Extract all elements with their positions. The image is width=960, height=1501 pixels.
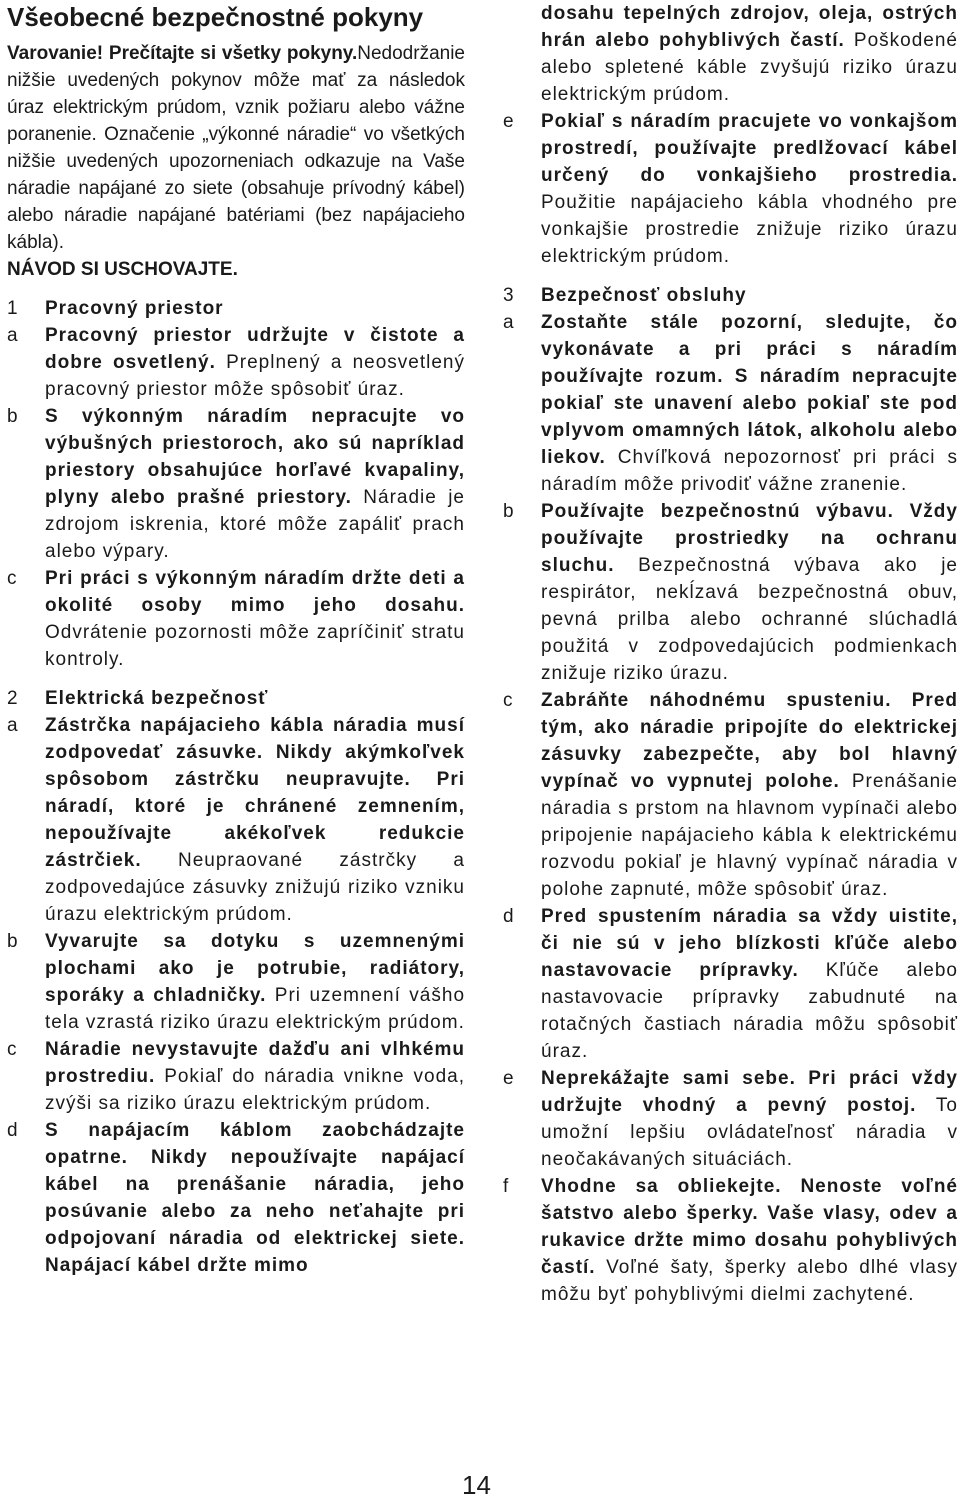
keep-instructions: NÁVOD SI USCHOVAJTE. — [7, 259, 238, 280]
right-column — [503, 0, 958, 1308]
intro-warning: Varovanie! Prečítajte si všetky pokyny. — [7, 43, 358, 64]
intro-text: Nedodržanie nižšie uvedených pokynov môže mať za následok úraz elektrickým prúdom, vznik požiaru alebo vážne poranenie. Označenie „výkonné náradie“ vo všetkých nižšie uvedených upozorneniach odkazuje na Vaše náradie napájané zo siete (obsahuje prívodný kábel) alebo náradie napájané batériami (bez napájacieho kábla). — [7, 43, 465, 253]
intro-paragraph — [7, 40, 465, 256]
list-item: d Pred spustením náradia sa vždy uistite, či nie sú v jeho blízkosti kľúče alebo nastavovacie prípravky. Kľúče alebo nastavovacie prípravky zabudnuté na rotačných častiach náradia môžu spôsobiť úraz. — [503, 906, 958, 1062]
list-item-continued: dosahu tepelných zdrojov, oleja, ostrých hrán alebo pohyblivých častí. Poškodené alebo spletené káble zvyšujú riziko úrazu elektrickým prúdom. — [541, 3, 958, 105]
section-heading: 3 Bezpečnosť obsluhy — [503, 285, 747, 306]
page-title: Všeobecné bezpečnostné pokyny — [7, 2, 424, 32]
page-number: 14 — [462, 1470, 491, 1500]
list-item: e Neprekážajte sami sebe. Pri práci vždy udržujte vhodný a pevný postoj. To umožní lepšiu ovládateľnosť náradia v neočakávaných situáciách. — [503, 1068, 958, 1170]
list-item: d S napájacím káblom zaobchádzajte opatrne. Nikdy nepoužívajte napájací kábel na prenášanie náradia, jeho posúvanie alebo za neho neťahajte pri odpojovaní náradia od elektrickej siete. Napájací kábel držte mimo — [7, 1120, 465, 1276]
list-item: f Vhodne sa obliekejte. Nenoste voľné šatstvo alebo šperky. Vaše vlasy, odev a rukavice držte mimo dosahu pohyblivých častí. Voľné šaty, šperky alebo dlhé vlasy môžu byť pohyblivými dielmi zachytené. — [503, 1176, 958, 1305]
section-heading: 2 Elektrická bezpečnosť — [7, 688, 269, 709]
list-item: a Zostaňte stále pozorní, sledujte, čo vykonávate a pri práci s náradím používajte rozum. S náradím nepracujte pokiaľ ste unavení alebo pokiaľ ste pod vplyvom omamných látok, alkoholu alebo liekov. Chvíľková nepozornosť pri práci s náradím môže privodiť vážne zranenie. — [503, 312, 958, 495]
list-item: b Vyvarujte sa dotyku s uzemnenými plochami ako je potrubie, radiátory, sporáky a chladničky. Pri uzemnení vášho tela vzrastá riziko úrazu elektrickým prúdom. — [7, 931, 466, 1033]
list-item: a Pracovný priestor udržujte v čistote a dobre osvetlený. Preplnený a neosvetlený pracovný priestor môže spôsobiť úraz. — [7, 325, 465, 400]
list-item: e Pokiaľ s náradím pracujete vo vonkajšom prostredí, používajte predlžovací kábel určený do vonkajšieho prostredia. Použitie napájacieho kábla vhodného pre vonkajšie prostredie znižuje riziko úrazu elektrickým prúdom. — [503, 111, 958, 267]
list-item: b Používajte bezpečnostnú výbavu. Vždy používajte prostriedky na ochranu sluchu. Bezpečnostná výbava ako je respirátor, nekĺzavá bezpečnostná obuv, pevná prilba alebo ochranné slúchadlá použitá v zodpovedajúcich podmienkach znižuje riziko úrazu. — [503, 501, 958, 684]
list-item: b S výkonným náradím nepracujte vo výbušných priestoroch, ako sú napríklad priestory obsahujúce horľavé kvapaliny, plyny alebo prašné priestory. Náradie je zdrojom iskrenia, ktoré môže zapáliť prach alebo výpary. — [7, 406, 465, 562]
list-item: c Zabráňte náhodnému spusteniu. Pred tým, ako náradie pripojíte do elektrickej zásuvky zabezpečte, aby bol hlavný vypínač vo vypnutej polohe. Prenášanie náradia s prstom na hlavnom vypínači alebo pripojenie napájacieho kábla k elektrickému rozvodu pokiaľ je hlavný vypínač náradia v polohe zapnuté, môže spôsobiť úraz. — [503, 690, 958, 900]
list-item: a Zástrčka napájacieho kábla náradia musí zodpovedať zásuvke. Nikdy akýmkoľvek spôsobom zástrčku neupravujte. Pri náradí, ktoré je chránené zemnením, nepoužívajte akékoľvek redukcie zástrčiek. Neupraované zástrčky a zodpovedajúce zásuvky znižujú riziko vzniku úrazu elektrickým prúdom. — [7, 715, 465, 925]
section-heading: 1 Pracovný priestor — [7, 298, 224, 319]
list-item: c Pri práci s výkonným náradím držte deti a okolité osoby mimo jeho dosahu. Odvrátenie pozornosti môže zapríčiniť stratu kontroly. — [7, 568, 465, 670]
list-item: c Náradie nevystavujte dažďu ani vlhkému prostrediu. Pokiaľ do náradia vnikne voda, zvýši sa riziko úrazu elektrickým prúdom. — [7, 1039, 465, 1114]
left-column — [7, 0, 465, 1279]
